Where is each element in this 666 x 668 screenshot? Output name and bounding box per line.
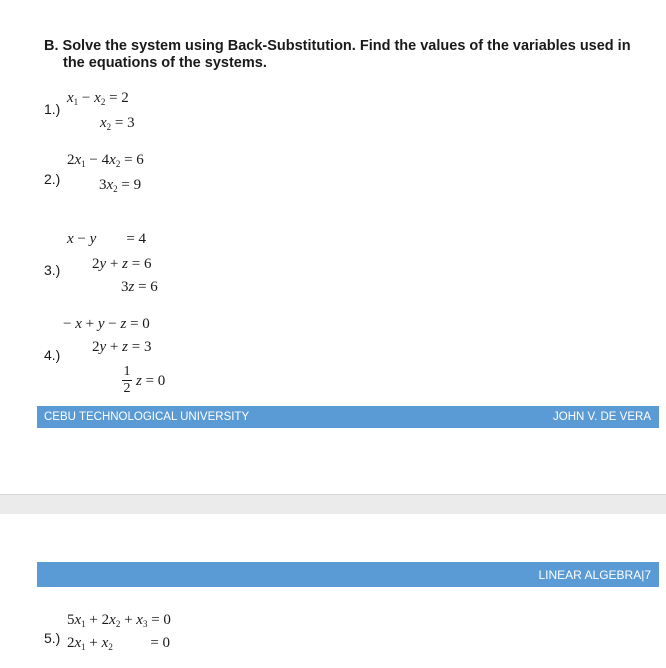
- problem-1-number: 1.): [44, 101, 61, 117]
- problem-1-equation-1: $x_1 - x_2 = 2$: [67, 90, 129, 107]
- header-bar: [37, 562, 659, 587]
- problem-5-equation-2: $2x_1 + x_2$ = 0: [67, 635, 171, 652]
- footer-author: JOHN V. DE VERA: [553, 411, 651, 423]
- problem-5-equation-1: $5x_1 + 2x_2 + x_3 = 0$: [67, 612, 171, 629]
- problem-3-number: 3.): [44, 262, 61, 278]
- problem-3-equation-3: 3z = 6: [121, 279, 158, 295]
- footer-bar: [37, 406, 659, 428]
- problem-4-fraction: [122, 365, 132, 396]
- problem-3-equation-2: 2y + z = 6: [92, 256, 152, 272]
- heading-line-1: B. Solve the system using Back-Substitution. Find the values of the variables used in: [44, 38, 631, 54]
- header-course: LINEAR ALGEBRA|7: [538, 568, 651, 582]
- heading-line-2: the equations of the systems.: [63, 55, 267, 71]
- fraction-denominator: 2: [123, 381, 131, 396]
- problem-2-number: 2.): [44, 171, 61, 187]
- problem-4-equation-1: − x + y − z = 0: [63, 316, 150, 332]
- page-2: [0, 514, 666, 668]
- problem-4-number: 4.): [44, 347, 61, 363]
- problem-4-equation-2: 2y + z = 3: [92, 339, 152, 355]
- section-heading: [44, 38, 644, 72]
- problem-1-equation-2: $x_2 = 3$: [100, 115, 135, 132]
- problem-3-equation-1: x − y = 4: [67, 231, 147, 247]
- footer-university: CEBU TECHNOLOGICAL UNIVERSITY: [44, 411, 250, 423]
- problem-4-equation-3: z = 0: [136, 373, 166, 389]
- problem-2-equation-2: $3x_2 = 9$: [99, 177, 142, 194]
- problem-2-equation-1: $2x_1 - 4x_2 = 6$: [67, 152, 144, 169]
- page-separator: [0, 494, 666, 515]
- problem-5-number: 5.): [44, 630, 61, 646]
- fraction-numerator: 1: [123, 364, 131, 379]
